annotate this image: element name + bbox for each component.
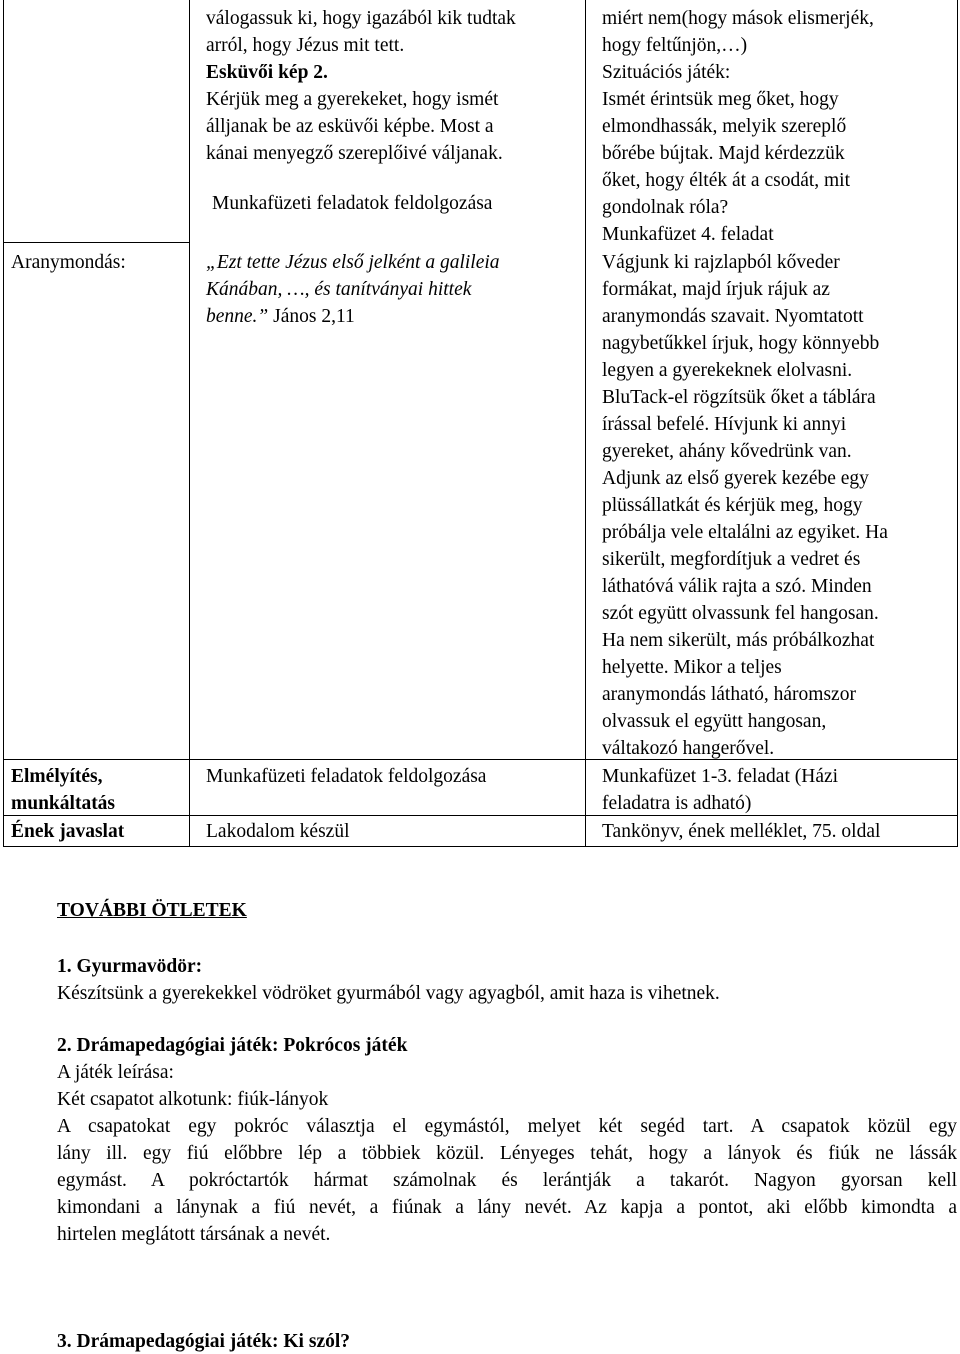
golden-right-line-1: Vágjunk ki rajzlapból kőveder bbox=[602, 252, 840, 273]
golden-right-line-14: szót együtt olvassunk fel hangosan. bbox=[602, 603, 879, 624]
golden-right-line-12: sikerült, megfordítjuk a vedret és bbox=[602, 549, 861, 570]
golden-right-line-7: írással befelé. Hívjunk ki annyi bbox=[602, 414, 847, 435]
middle-text-line-1: válogassuk ki, hogy igazából kik tudtak bbox=[206, 8, 516, 29]
right-text-line-9: Munkafüzet 4. feladat bbox=[602, 224, 774, 245]
further-ideas-heading: TOVÁBBI ÖTLETEK bbox=[57, 900, 247, 921]
song-reference: Tankönyv, ének melléklet, 75. oldal bbox=[602, 821, 881, 842]
golden-right-line-16: helyette. Mikor a teljes bbox=[602, 657, 782, 678]
idea-2-title: 2. Drámapedagógiai játék: Pokrócos játék bbox=[57, 1035, 408, 1056]
middle-text-line-6: kánai menyegző szereplőivé váljanak. bbox=[206, 143, 503, 164]
workbook-processing-top: Munkafüzeti feladatok feldolgozása bbox=[212, 193, 493, 214]
right-text-line-6: bőrébe bújtak. Majd kérdezzük bbox=[602, 143, 845, 164]
golden-right-line-11: próbálja vele eltalálni az egyiket. Ha bbox=[602, 522, 888, 543]
idea-1-text: Készítsünk a gyerekekkel vödröket gyurmából vagy agyagból, amit haza is vihetnek. bbox=[57, 983, 720, 1004]
deepening-label-line-1: Elmélyítés, bbox=[11, 766, 103, 787]
idea-2-line-1: A csapatokat egy pokróc választja el egymástól, melyet két segéd tart. A csapatok közül egy bbox=[57, 1116, 957, 1137]
right-text-line-4: Ismét érintsük meg őket, hogy bbox=[602, 89, 839, 110]
golden-right-line-17: aranymondás látható, háromszor bbox=[602, 684, 856, 705]
middle-text-line-2: arról, hogy Jézus mit tett. bbox=[206, 35, 405, 56]
right-text-line-1: miért nem(hogy mások elismerjék, bbox=[602, 8, 874, 29]
golden-right-line-4: nagybetűkkel írjuk, hogy könnyebb bbox=[602, 333, 880, 354]
deepening-right-line-1: Munkafüzet 1-3. feladat (Házi bbox=[602, 766, 839, 787]
song-suggestion-label: Ének javaslat bbox=[11, 821, 125, 842]
golden-verse-line-3-text: benne.” bbox=[206, 306, 269, 327]
right-text-line-2: hogy feltűnjön,…) bbox=[602, 35, 748, 56]
right-text-line-8: gondolnak róla? bbox=[602, 197, 729, 218]
golden-right-line-13: láthatóvá válik rajta a szó. Minden bbox=[602, 576, 872, 597]
deepening-right-line-2: feladatra is adható) bbox=[602, 793, 752, 814]
golden-right-line-10: plüssállatkát és kérjük meg, hogy bbox=[602, 495, 863, 516]
golden-right-line-2: formákat, majd írjuk rájuk az bbox=[602, 279, 830, 300]
golden-right-line-8: gyereket, ahány kővedrünk van. bbox=[602, 441, 852, 462]
golden-right-line-15: Ha nem sikerült, más próbálkozhat bbox=[602, 630, 875, 651]
table-divider-2 bbox=[585, 0, 586, 847]
idea-2-last-line: hirtelen meglátott társának a nevét. bbox=[57, 1224, 331, 1245]
golden-right-line-9: Adjunk az első gyerek kezébe egy bbox=[602, 468, 869, 489]
idea-2-line-3: egymást. A pokróctartók hármat számolnak és lerántják a takarót. Nagyon gyorsan kell bbox=[57, 1170, 957, 1191]
middle-text-line-4: Kérjük meg a gyerekeket, hogy ismét bbox=[206, 89, 499, 110]
golden-verse-line-3 bbox=[206, 307, 355, 327]
table-border-left bbox=[3, 0, 4, 847]
idea-3-title: 3. Drámapedagógiai játék: Ki szól? bbox=[57, 1331, 351, 1352]
golden-right-line-3: aranymondás szavait. Nyomtatott bbox=[602, 306, 864, 327]
golden-right-line-5: legyen a gyerekeknek elolvasni. bbox=[602, 360, 853, 381]
right-text-line-7: őket, hogy élték át a csodát, mit bbox=[602, 170, 851, 191]
golden-right-line-6: BluTack-el rögzítsük őket a táblára bbox=[602, 387, 876, 408]
right-text-line-3: Szituációs játék: bbox=[602, 62, 731, 83]
workbook-processing-deepening: Munkafüzeti feladatok feldolgozása bbox=[206, 766, 487, 787]
row-divider-1 bbox=[3, 242, 189, 243]
right-text-line-5: elmondhassák, melyik szereplő bbox=[602, 116, 847, 137]
table-border-bottom bbox=[3, 846, 958, 847]
idea-2-intro-1: A játék leírása: bbox=[57, 1062, 174, 1083]
golden-right-line-18: olvassuk el együtt hangosan, bbox=[602, 711, 827, 732]
deepening-label-line-2: munkáltatás bbox=[11, 793, 116, 814]
golden-verse-label: Aranymondás: bbox=[11, 252, 126, 273]
wedding-picture-heading: Esküvői kép 2. bbox=[206, 62, 328, 83]
golden-verse-line-1: „Ezt tette Jézus első jelként a galileia bbox=[206, 252, 500, 273]
golden-verse-reference: János 2,11 bbox=[273, 306, 355, 327]
idea-2-line-4: kimondani a lánynak a fiú nevét, a fiúnak a lány nevét. Az kapja a pontot, aki előbb kimondta a bbox=[57, 1197, 957, 1218]
idea-2-line-2: lány ill. egy fiú előbbre lép a többiek közül. Lényeges tehát, hogy a lányok és fiúk ne lássák bbox=[57, 1143, 957, 1164]
golden-right-line-19: váltakozó hangerővel. bbox=[602, 738, 775, 759]
idea-2-intro-2: Két csapatot alkotunk: fiúk-lányok bbox=[57, 1089, 329, 1110]
middle-text-line-5: álljanak be az esküvői képbe. Most a bbox=[206, 116, 494, 137]
table-divider-1 bbox=[189, 0, 190, 847]
idea-1-title: 1. Gyurmavödör: bbox=[57, 956, 203, 977]
row-divider-3 bbox=[3, 815, 958, 816]
row-divider-2 bbox=[3, 759, 958, 760]
song-title: Lakodalom készül bbox=[206, 821, 350, 842]
golden-verse-line-2: Kánában, …, és tanítványai hittek bbox=[206, 279, 472, 300]
table-border-right bbox=[957, 0, 958, 847]
